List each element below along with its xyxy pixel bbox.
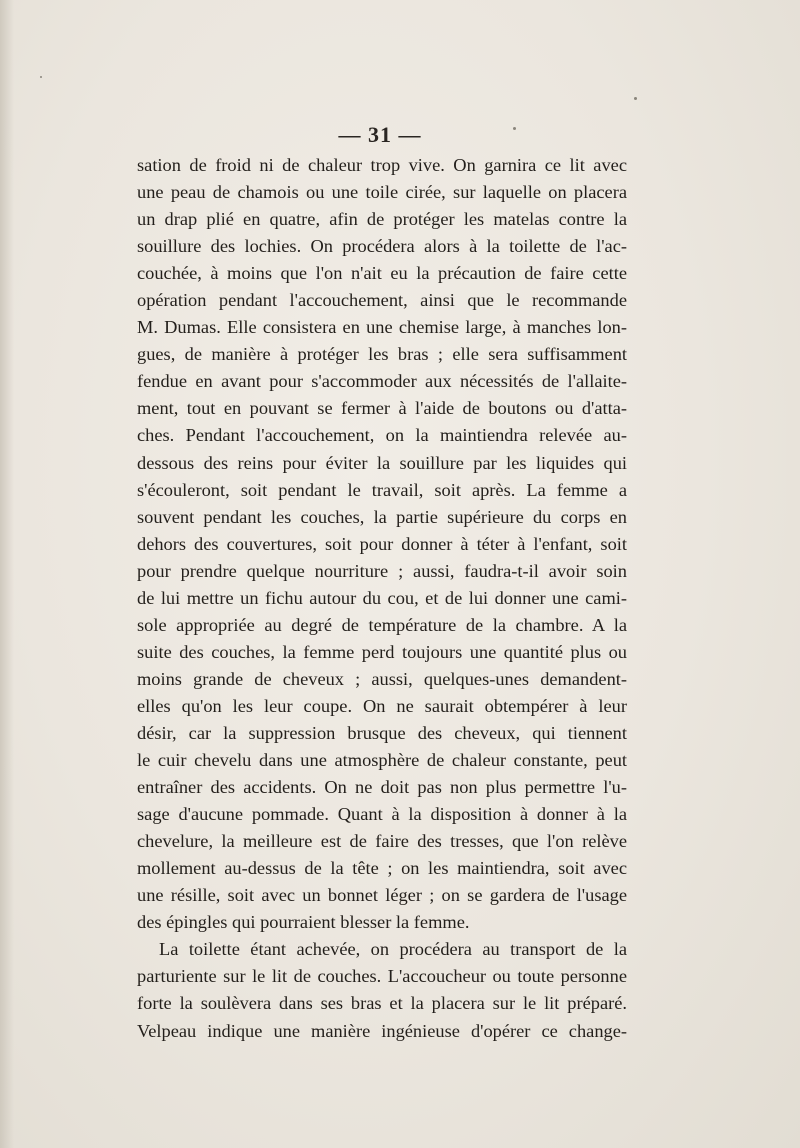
text-line: opération pendant l'accouchement, ainsi que le recommande <box>137 290 627 311</box>
paragraph-end-line: des épingles qui pourraient blesser la femme. <box>137 912 470 933</box>
text-line: entraîner des accidents. On ne doit pas non plus permettre l'u- <box>137 777 627 798</box>
text-line: dehors des couvertures, soit pour donner à téter à l'enfant, soit <box>137 533 627 554</box>
text-line: couchée, à moins que l'on n'ait eu la précaution de faire cette <box>137 263 627 284</box>
text-line: sation de froid ni de chaleur trop vive. On garnira ce lit avec <box>137 155 627 175</box>
text-line: moins grande de cheveux ; aussi, quelques-unes demandent- <box>137 668 627 689</box>
text-line: ment, tout en pouvant se fermer à l'aide de boutons ou d'atta- <box>137 398 627 419</box>
text-line: sage d'aucune pommade. Quant à la disposition à donner à la <box>137 804 627 825</box>
text-line: s'écouleront, soit pendant le travail, soit après. La femme a <box>137 479 627 500</box>
text-line: gues, de manière à protéger les bras ; elle sera suffisamment <box>137 344 627 365</box>
text-line: une peau de chamois ou une toile cirée, sur laquelle on placera <box>137 182 627 203</box>
text-line: souvent pendant les couches, la partie supérieure du corps en <box>137 506 627 527</box>
text-line: suite des couches, la femme perd toujours une quantité plus ou <box>137 641 627 662</box>
text-line: parturiente sur le lit de couches. L'accoucheur ou toute personne <box>137 966 627 987</box>
text-line: un drap plié en quatre, afin de protéger les matelas contre la <box>137 209 627 230</box>
text-line: M. Dumas. Elle consistera en une chemise large, à manches lon- <box>137 317 627 338</box>
body-text <box>137 152 627 1045</box>
text-line: fendue en avant pour s'accommoder aux nécessités de l'allaite- <box>137 371 627 392</box>
text-line: Velpeau indique une manière ingénieuse d'opérer ce change- <box>137 1020 627 1041</box>
paper-speck <box>634 97 637 100</box>
text-line: le cuir chevelu dans une atmosphère de chaleur constante, peut <box>137 750 627 771</box>
text-line: mollement au-dessus de la tête ; on les maintiendra, soit avec <box>137 858 627 879</box>
text-line: forte la soulèvera dans ses bras et la placera sur le lit préparé. <box>137 993 627 1014</box>
text-line: pour prendre quelque nourriture ; aussi, faudra-t-il avoir soin <box>137 560 627 581</box>
paper-speck <box>40 76 42 78</box>
text-line: chevelure, la meilleure est de faire des tresses, que l'on relève <box>137 831 627 852</box>
text-line: une résille, soit avec un bonnet léger ; on se gardera de l'usage <box>137 885 627 906</box>
paragraph-start-line: La toilette étant achevée, on procédera au transport de la <box>159 939 627 960</box>
paper-speck <box>513 127 516 130</box>
text-line: dessous des reins pour éviter la souillure par les liquides qui <box>137 452 627 473</box>
text-line: elles qu'on les leur coupe. On ne saurait obtempérer à leur <box>137 695 627 716</box>
text-line: de lui mettre un fichu autour du cou, et de lui donner une cami- <box>137 587 627 608</box>
page-number: — 31 — <box>338 122 422 147</box>
text-line: désir, car la suppression brusque des cheveux, qui tiennent <box>137 722 627 743</box>
text-line: ches. Pendant l'accouchement, on la maintiendra relevée au- <box>137 425 627 446</box>
text-line: sole appropriée au degré de température de la chambre. A la <box>137 614 627 635</box>
text-line: souillure des lochies. On procédera alors à la toilette de l'ac- <box>137 236 627 257</box>
